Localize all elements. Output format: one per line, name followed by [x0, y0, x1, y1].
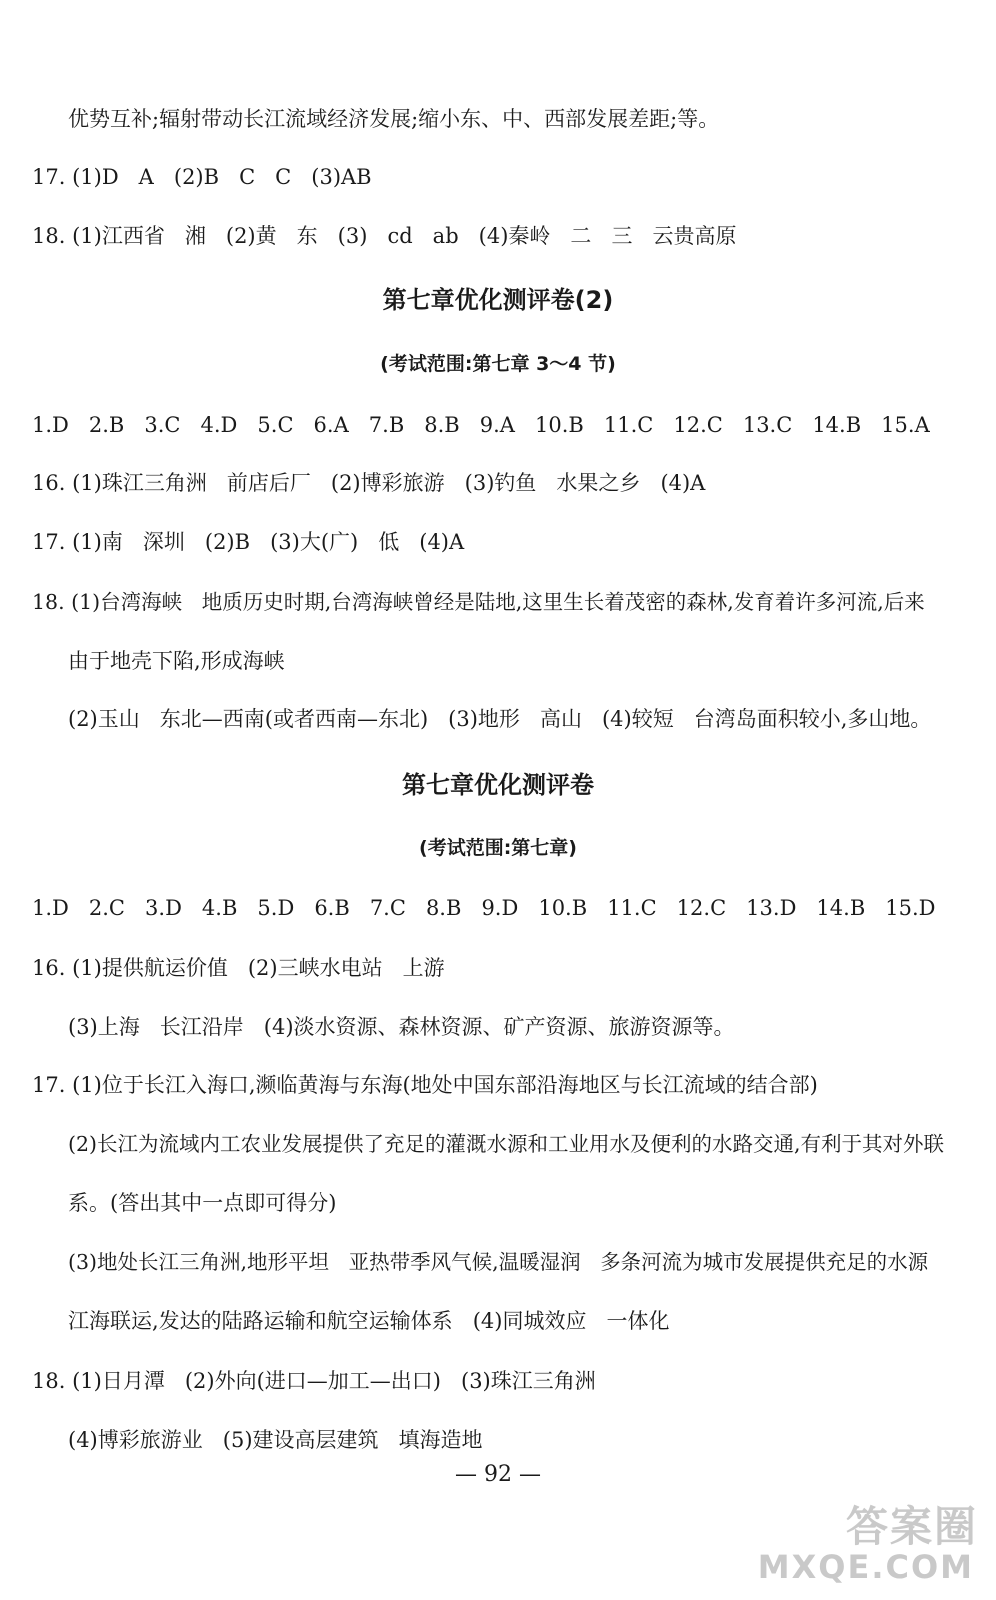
answer-line: 江海联运,发达的陆路运输和航空运输体系 (4)同城效应 一体化	[68, 1309, 670, 1333]
answer-line: (2)玉山 东北—西南(或者西南—东北) (3)地形 高山 (4)较短 台湾岛面积较小,多山地。	[68, 707, 932, 731]
answer-line: 16. (1)珠江三角洲 前店后厂 (2)博彩旅游 (3)钓鱼 水果之乡 (4)A	[32, 471, 706, 495]
section-subheading: (考试范围:第七章 3～4 节)	[380, 353, 616, 375]
answer-line: (4)博彩旅游业 (5)建设高层建筑 填海造地	[68, 1428, 483, 1452]
answer-line: 17. (1)位于长江入海口,濒临黄海与东海(地处中国东部沿海地区与长江流域的结合部)	[32, 1073, 818, 1097]
answer-line: 由于地壳下陷,形成海峡	[68, 649, 285, 673]
answer-line: 18. (1)江西省 湘 (2)黄 东 (3) cd ab (4)秦岭 二 三 云贵高原	[32, 224, 737, 248]
answer-line: 17. (1)南 深圳 (2)B (3)大(广) 低 (4)A	[32, 530, 465, 554]
answer-line: 优势互补;辐射带动长江流域经济发展;缩小东、中、西部发展差距;等。	[68, 107, 720, 131]
watermark-top-text: 答案圈	[845, 1502, 978, 1551]
watermark-bottom-text: MXQE.COM	[757, 1548, 974, 1586]
answer-line: (3)地处长江三角洲,地形平坦 亚热带季风气候,温暖湿润 多条河流为城市发展提供充足的水源	[68, 1250, 929, 1274]
answer-line: 系。(答出其中一点即可得分)	[68, 1191, 337, 1215]
watermark-logo	[758, 1490, 978, 1590]
answer-line: (2)长江为流域内工农业发展提供了充足的灌溉水源和工业用水及便利的水路交通,有利于其对外联	[68, 1132, 945, 1156]
answer-line: 17. (1)D A (2)B C C (3)AB	[32, 165, 372, 189]
answer-line: 1.D 2.B 3.C 4.D 5.C 6.A 7.B 8.B 9.A 10.B 11.C 12.C 13.C 14.B 15.A	[32, 413, 930, 437]
section-subheading: (考试范围:第七章)	[419, 837, 577, 859]
answer-line: 16. (1)提供航运价值 (2)三峡水电站 上游	[32, 956, 445, 980]
answer-line: 18. (1)台湾海峡 地质历史时期,台湾海峡曾经是陆地,这里生长着茂密的森林,发育着许多河流,后来	[32, 590, 925, 614]
answer-line: (3)上海 长江沿岸 (4)淡水资源、森林资源、矿产资源、旅游资源等。	[68, 1015, 735, 1039]
page-number: — 92 —	[455, 1462, 541, 1487]
answer-line: 18. (1)日月潭 (2)外向(进口—加工—出口) (3)珠江三角洲	[32, 1369, 596, 1393]
section-heading: 第七章优化测评卷(2)	[382, 286, 614, 314]
answer-line: 1.D 2.C 3.D 4.B 5.D 6.B 7.C 8.B 9.D 10.B 11.C 12.C 13.D 14.B 15.D	[32, 896, 936, 920]
section-heading: 第七章优化测评卷	[402, 771, 594, 799]
